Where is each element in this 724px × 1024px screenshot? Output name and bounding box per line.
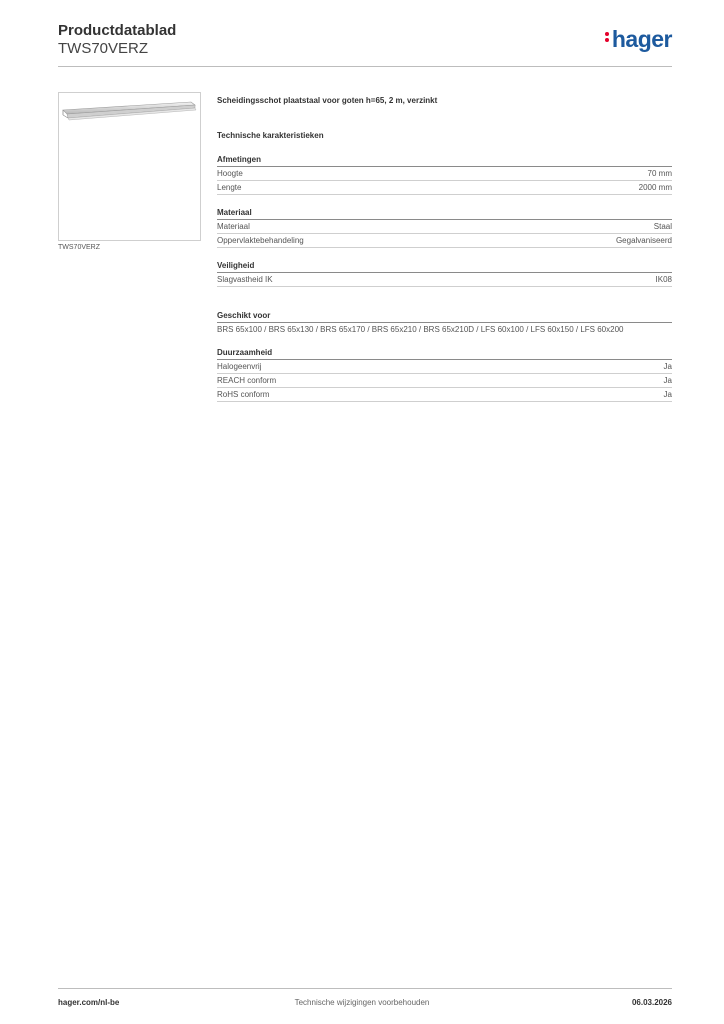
spec-row — [217, 167, 672, 181]
logo-dots-icon — [605, 30, 610, 44]
spec-row — [217, 374, 672, 388]
spec-group-title: Afmetingen — [217, 155, 672, 167]
hager-logo — [605, 26, 672, 53]
spec-group-duurzaamheid — [217, 348, 672, 402]
spec-label: Slagvastheid IK — [217, 275, 273, 284]
spec-group-veiligheid — [217, 261, 672, 287]
spec-label: Lengte — [217, 183, 242, 192]
compatible-products-text: BRS 65x100 / BRS 65x130 / BRS 65x170 / BRS 65x210 / BRS 65x210D / LFS 60x100 / LFS 60x150 / LFS 60x200 — [217, 325, 624, 334]
spec-row — [217, 181, 672, 195]
spec-group-title: Materiaal — [217, 208, 672, 220]
product-image — [58, 92, 201, 241]
spec-row — [217, 273, 672, 287]
spec-row — [217, 234, 672, 248]
spec-group-materiaal — [217, 208, 672, 248]
product-image-partition-profile — [59, 93, 200, 240]
footer-notice: Technische wijzigingen voorbehouden — [294, 998, 430, 1007]
spec-group-title: Veiligheid — [217, 261, 672, 273]
spec-row — [217, 388, 672, 402]
spec-group-afmetingen — [217, 155, 672, 195]
spec-label: RoHS conform — [217, 390, 270, 399]
spec-heading: Technische karakteristieken — [217, 131, 324, 140]
product-description: Scheidingsschot plaatstaal voor goten h=65, 2 m, verzinkt — [217, 96, 438, 105]
spec-value: Ja — [663, 390, 672, 399]
spec-label: Materiaal — [217, 222, 250, 231]
spec-value: Ja — [663, 362, 672, 371]
header-divider — [58, 66, 672, 67]
spec-label: REACH conform — [217, 376, 277, 385]
spec-value: 70 mm — [647, 169, 672, 178]
spec-value: IK08 — [655, 275, 672, 284]
spec-group-title: Duurzaamheid — [217, 348, 672, 360]
footer-date: 06.03.2026 — [631, 998, 672, 1007]
spec-label: Halogeenvrij — [217, 362, 262, 371]
product-image-caption: TWS70VERZ — [58, 244, 101, 251]
spec-group-title: Geschikt voor — [217, 311, 672, 323]
page-title: Productdatablad — [58, 22, 177, 39]
spec-group-geschikt-voor — [217, 311, 672, 335]
spec-content — [217, 96, 672, 402]
logo-text: hager — [611, 26, 672, 52]
spec-label: Hoogte — [217, 169, 243, 178]
footer-website-link[interactable]: hager.com/nl-be — [58, 998, 120, 1007]
spec-label: Oppervlaktebehandeling — [217, 236, 304, 245]
spec-row — [217, 220, 672, 234]
spec-value: 2000 mm — [638, 183, 672, 192]
spec-value: Ja — [663, 376, 672, 385]
footer-divider — [58, 988, 672, 989]
spec-value: Staal — [653, 222, 672, 231]
product-code: TWS70VERZ — [58, 40, 149, 57]
spec-row — [217, 360, 672, 374]
spec-value: Gegalvaniseerd — [615, 236, 672, 245]
